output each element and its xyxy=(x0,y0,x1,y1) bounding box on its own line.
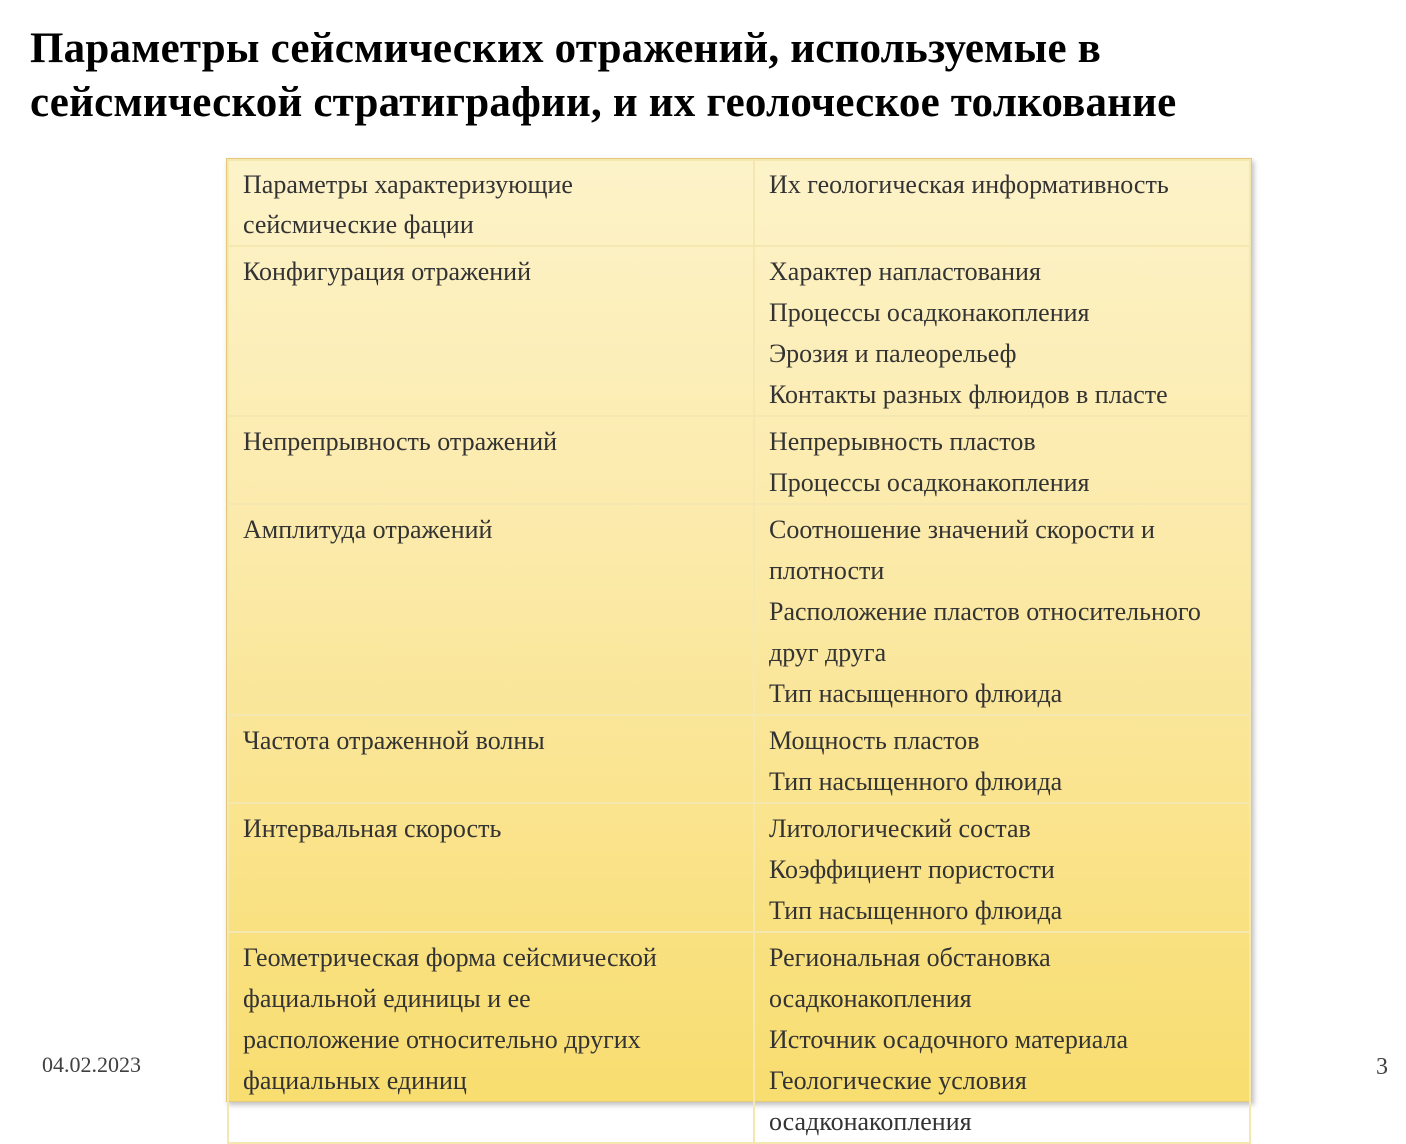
header-cell-informativeness xyxy=(754,160,1250,246)
table-row xyxy=(228,715,1250,803)
cell-line: осадконакопления xyxy=(769,984,972,1013)
cell-line: Расположение пластов относительного xyxy=(769,597,1201,626)
table-row xyxy=(228,803,1250,932)
facies-table xyxy=(227,159,1251,1144)
slide-page-number: 3 xyxy=(1376,1054,1388,1080)
parameter-cell xyxy=(228,715,754,803)
cell-line: плотности xyxy=(769,556,885,585)
cell-line: Амплитуда отражений xyxy=(243,515,493,544)
cell-line: друг друга xyxy=(769,638,887,667)
cell-line: Коэффициент пористости xyxy=(769,855,1055,884)
info-cell xyxy=(754,416,1250,504)
table-row xyxy=(228,504,1250,715)
cell-line: Соотношение значений скорости и xyxy=(769,515,1155,544)
cell-line: Непрепрывность отражений xyxy=(243,427,558,456)
cell-line: Литологический состав xyxy=(769,814,1031,843)
cell-line: Региональная обстановка xyxy=(769,943,1051,972)
cell-line: Процессы осадконакопления xyxy=(769,468,1090,497)
cell-line: Тип насыщенного флюида xyxy=(769,896,1063,925)
slide-title xyxy=(30,22,1390,130)
info-cell xyxy=(754,246,1250,416)
table-header-row xyxy=(228,160,1250,246)
cell-line: Характер напластования xyxy=(769,257,1041,286)
cell-line: Конфигурация отражений xyxy=(243,257,531,286)
cell-line: расположение относительно других xyxy=(243,1025,641,1054)
table-row xyxy=(228,932,1250,1143)
table-row xyxy=(228,416,1250,504)
cell-line: Процессы осадконакопления xyxy=(769,298,1090,327)
parameter-cell xyxy=(228,246,754,416)
cell-line: Параметры характеризующие xyxy=(243,170,573,199)
slide-date: 04.02.2023 xyxy=(42,1052,141,1077)
facies-table-container xyxy=(226,158,1252,1136)
info-cell xyxy=(754,803,1250,932)
table-row xyxy=(228,246,1250,416)
title-line-2: сейсмической стратиграфии, и их геолоческое толкование xyxy=(30,79,1177,126)
cell-line: Непрерывность пластов xyxy=(769,427,1036,456)
cell-line: сейсмические фации xyxy=(243,210,474,239)
parameter-cell xyxy=(228,504,754,715)
cell-line: Интервальная скорость xyxy=(243,814,502,843)
cell-line: Мощность пластов xyxy=(769,726,980,755)
info-cell xyxy=(754,932,1250,1143)
cell-line: Эрозия и палеорельеф xyxy=(769,339,1017,368)
parameter-cell xyxy=(228,803,754,932)
cell-line: осадконакопления xyxy=(769,1107,972,1136)
cell-line: Тип насыщенного флюида xyxy=(769,767,1063,796)
header-cell-parameters xyxy=(228,160,754,246)
info-cell xyxy=(754,504,1250,715)
title-line-1: Параметры сейсмических отражений, используемые в xyxy=(30,25,1102,72)
cell-line: фациальной единицы и ее xyxy=(243,984,531,1013)
cell-line: Контакты разных флюидов в пласте xyxy=(769,380,1168,409)
parameter-cell xyxy=(228,416,754,504)
parameter-cell xyxy=(228,932,754,1143)
cell-line: Тип насыщенного флюида xyxy=(769,679,1063,708)
cell-line: Их геологическая информативность xyxy=(769,170,1169,199)
info-cell xyxy=(754,715,1250,803)
cell-line: Геометрическая форма сейсмической xyxy=(243,943,657,972)
cell-line: Частота отраженной волны xyxy=(243,726,545,755)
cell-line: Источник осадочного материала xyxy=(769,1025,1129,1054)
cell-line: фациальных единиц xyxy=(243,1066,467,1095)
cell-line: Геологические условия xyxy=(769,1066,1027,1095)
